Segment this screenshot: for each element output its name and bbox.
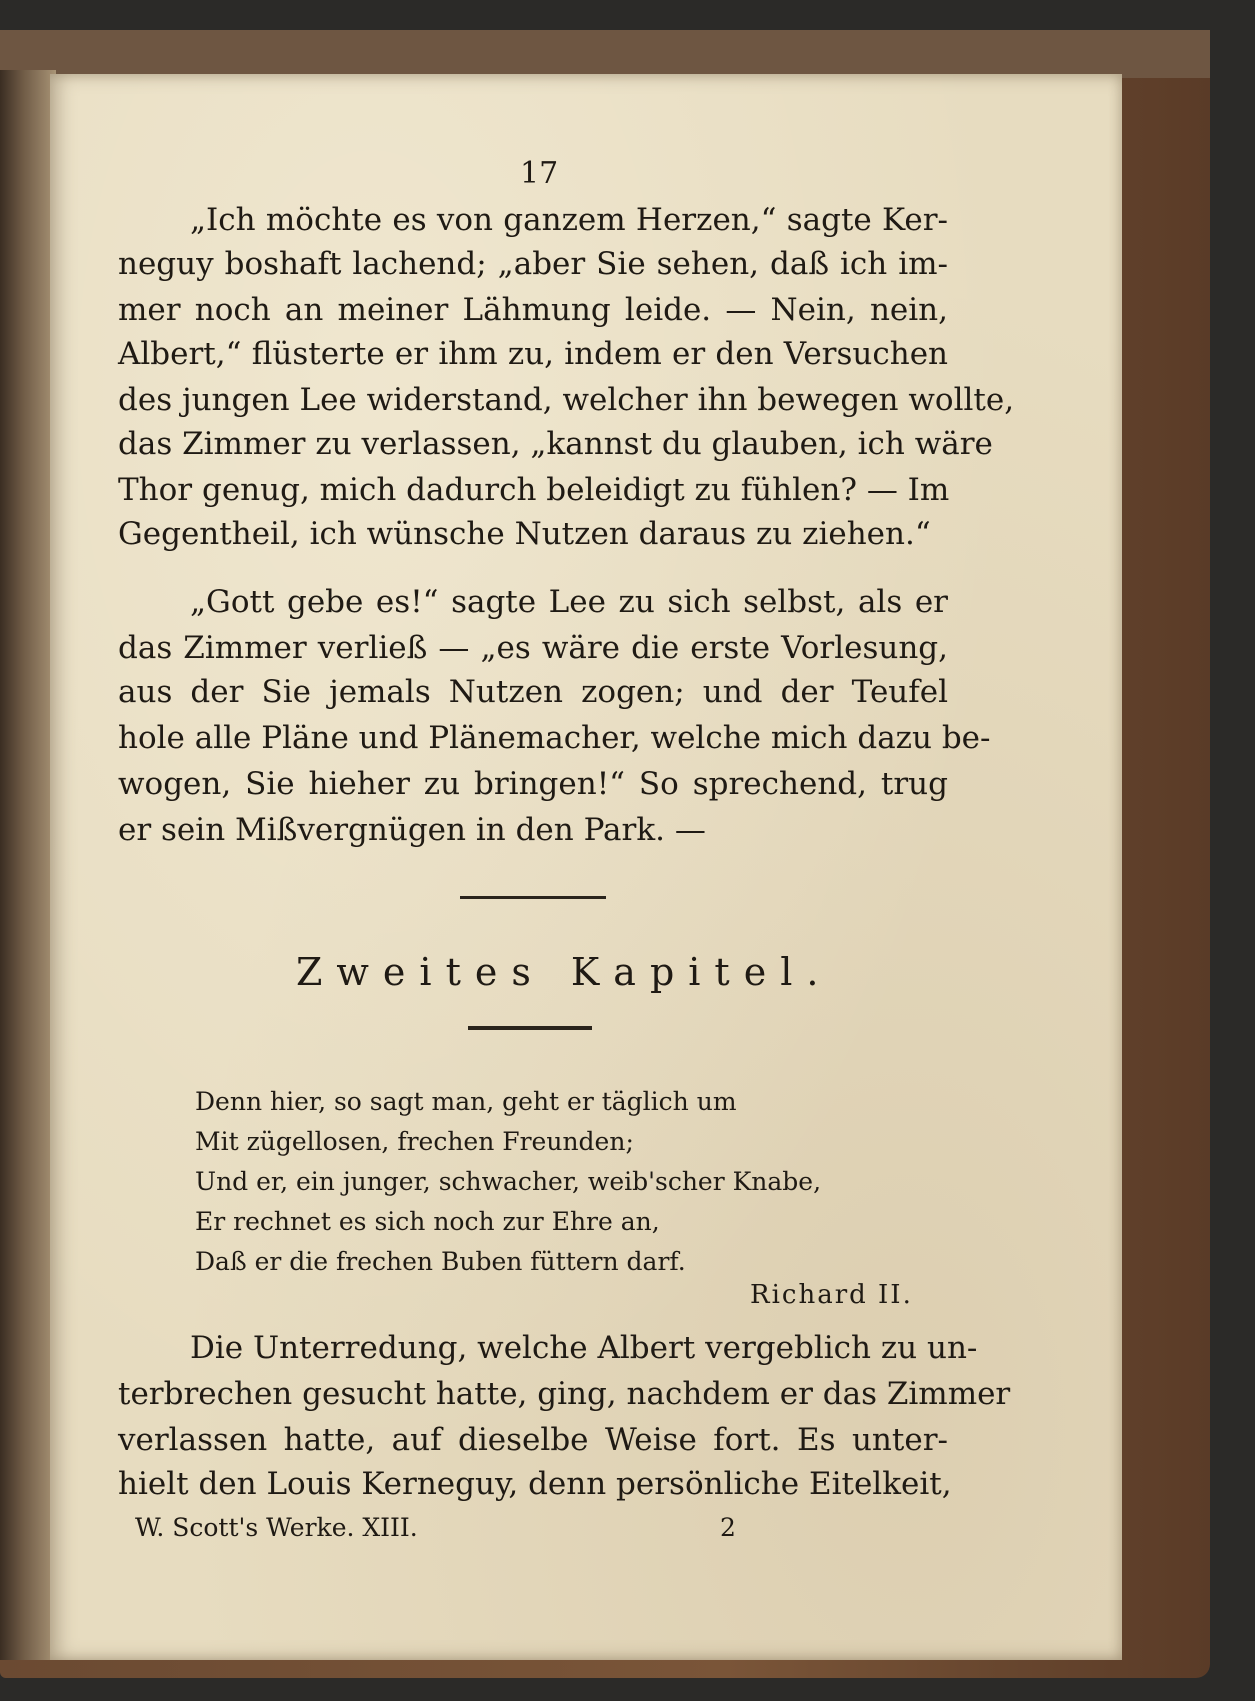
paragraph2-line: er sein Mißvergnügen in den Park. —: [118, 812, 706, 848]
sheet-number: 2: [720, 1513, 736, 1542]
epigraph-line: Daß er die frechen Buben füttern darf.: [195, 1247, 686, 1276]
epigraph-source: Richard II.: [750, 1280, 913, 1310]
chapter-title: Zweites Kapitel.: [296, 950, 833, 994]
paragraph1-line: Gegentheil, ich wünsche Nutzen daraus zu ziehen.“: [118, 516, 931, 552]
page-stack-edge: [0, 70, 56, 1660]
page-number: 17: [520, 156, 559, 191]
epigraph-line: Denn hier, so sagt man, geht er täglich um: [195, 1087, 737, 1116]
paragraph2-line: hole alle Pläne und Plänemacher, welche mich dazu be-: [118, 720, 991, 756]
chapter-title-rule: [468, 1026, 592, 1030]
paragraph1-line: Albert,“ flüsterte er ihm zu, indem er den Versuchen: [118, 336, 948, 372]
book-cover-top: [0, 30, 1210, 78]
paragraph2-line: das Zimmer verließ — „es wäre die erste Vorlesung,: [118, 630, 948, 666]
paragraph1-line: neguy boshaft lachend; „aber Sie sehen, daß ich im-: [118, 246, 948, 282]
paragraph1-line: Thor genug, mich dadurch beleidigt zu fühlen? — Im: [118, 472, 950, 508]
paragraph3-line: hielt den Louis Kerneguy, denn persönliche Eitelkeit,: [118, 1466, 952, 1502]
epigraph-line: Er rechnet es sich noch zur Ehre an,: [195, 1207, 660, 1236]
paragraph1-line: „Ich möchte es von ganzem Herzen,“ sagte Ker-: [190, 202, 948, 238]
paragraph3-line: verlassen hatte, auf dieselbe Weise fort. Es unter-: [118, 1422, 948, 1458]
paragraph1-line: mer noch an meiner Lähmung leide. — Nein, nein,: [118, 292, 948, 328]
paragraph3-line: terbrechen gesucht hatte, ging, nachdem er das Zimmer: [118, 1376, 1011, 1412]
paragraph2-line: aus der Sie jemals Nutzen zogen; und der Teufel: [118, 674, 948, 710]
paragraph3-line: Die Unterredung, welche Albert vergeblich zu un-: [190, 1330, 978, 1366]
paragraph1-line: das Zimmer zu verlassen, „kannst du glauben, ich wäre: [118, 426, 993, 462]
epigraph-line: Mit zügellosen, frechen Freunden;: [195, 1127, 634, 1156]
paragraph2-line: „Gott gebe es!“ sagte Lee zu sich selbst, als er: [190, 584, 948, 620]
signature-mark: W. Scott's Werke. XIII.: [135, 1513, 418, 1542]
paragraph2-line: wogen, Sie hieher zu bringen!“ So sprechend, trug: [118, 766, 948, 802]
paragraph1-line: des jungen Lee widerstand, welcher ihn bewegen wollte,: [118, 382, 1015, 418]
section-divider: [460, 896, 606, 899]
epigraph-line: Und er, ein junger, schwacher, weib'scher Knabe,: [195, 1167, 822, 1196]
